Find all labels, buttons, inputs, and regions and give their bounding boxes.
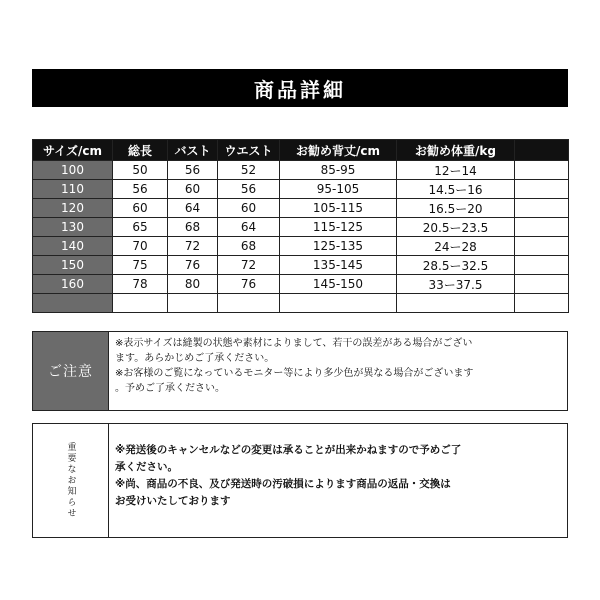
table-cell	[515, 180, 569, 199]
table-cell: 64	[168, 199, 218, 218]
table-cell: 64	[218, 218, 280, 237]
table-cell: 130	[33, 218, 113, 237]
table-cell: 60	[218, 199, 280, 218]
important-label-cell	[33, 424, 109, 537]
important-line: ※尚、商品の不良、及び発送時の汚破損によります商品の返品・交換は	[115, 478, 451, 490]
table-row	[33, 180, 569, 199]
table-cell	[515, 161, 569, 180]
table-cell: 28.5ー32.5	[397, 256, 515, 275]
size-table	[32, 139, 569, 313]
notice-box	[32, 331, 568, 411]
table-cell: 75	[113, 256, 168, 275]
notice-text	[109, 332, 567, 410]
notice-line: ※お客様のご覧になっているモニター等により多少色が異なる場合がございます	[115, 368, 474, 379]
table-cell	[280, 294, 397, 313]
notice-label: ご注意	[33, 332, 109, 410]
table-row	[33, 256, 569, 275]
table-cell: 78	[113, 275, 168, 294]
table-cell	[515, 294, 569, 313]
important-label: 重要なお知らせ	[65, 442, 76, 519]
table-row	[33, 161, 569, 180]
important-text	[109, 424, 567, 537]
table-cell: 65	[113, 218, 168, 237]
table-cell: 50	[113, 161, 168, 180]
table-row	[33, 218, 569, 237]
table-cell: 12ー14	[397, 161, 515, 180]
table-cell: 76	[168, 256, 218, 275]
table-row	[33, 294, 569, 313]
table-cell: 135-145	[280, 256, 397, 275]
table-cell: 56	[168, 161, 218, 180]
important-notice-box	[32, 423, 568, 538]
table-cell: 52	[218, 161, 280, 180]
table-cell: 160	[33, 275, 113, 294]
header-waist: ウエスト	[218, 140, 280, 161]
header-empty	[515, 140, 569, 161]
table-cell: 150	[33, 256, 113, 275]
table-cell: 145-150	[280, 275, 397, 294]
table-header-row	[33, 140, 569, 161]
table-cell	[218, 294, 280, 313]
table-cell	[515, 199, 569, 218]
table-cell: 16.5ー20	[397, 199, 515, 218]
header-length: 総長	[113, 140, 168, 161]
table-cell	[397, 294, 515, 313]
table-cell	[33, 294, 113, 313]
table-cell: 72	[168, 237, 218, 256]
page-title: 商品詳細	[32, 69, 568, 107]
table-cell	[515, 275, 569, 294]
table-cell	[113, 294, 168, 313]
table-cell: 105-115	[280, 199, 397, 218]
header-height: お勧め背丈/cm	[280, 140, 397, 161]
header-weight: お勧め体重/kg	[397, 140, 515, 161]
table-cell: 56	[113, 180, 168, 199]
table-cell: 115-125	[280, 218, 397, 237]
table-cell: 80	[168, 275, 218, 294]
table-cell	[515, 237, 569, 256]
notice-line: ※表示サイズは縫製の状態や素材によりまして、若干の誤差がある場合がござい	[115, 338, 473, 349]
table-cell: 120	[33, 199, 113, 218]
table-cell: 85-95	[280, 161, 397, 180]
important-line: お受けいたしております	[115, 495, 231, 507]
table-cell: 68	[218, 237, 280, 256]
header-bust: バスト	[168, 140, 218, 161]
table-row	[33, 199, 569, 218]
table-cell: 60	[168, 180, 218, 199]
table-cell: 70	[113, 237, 168, 256]
table-cell: 100	[33, 161, 113, 180]
table-cell: 140	[33, 237, 113, 256]
table-cell: 14.5ー16	[397, 180, 515, 199]
table-cell: 125-135	[280, 237, 397, 256]
important-line: 承ください。	[115, 461, 178, 473]
table-cell	[168, 294, 218, 313]
table-cell: 95-105	[280, 180, 397, 199]
important-line: ※発送後のキャンセルなどの変更は承ることが出来かねますので予めご了	[115, 444, 462, 456]
table-cell: 68	[168, 218, 218, 237]
table-cell: 76	[218, 275, 280, 294]
table-cell: 33ー37.5	[397, 275, 515, 294]
header-size: サイズ/cm	[33, 140, 113, 161]
table-cell: 24ー28	[397, 237, 515, 256]
table-cell: 56	[218, 180, 280, 199]
table-cell: 72	[218, 256, 280, 275]
table-cell: 20.5ー23.5	[397, 218, 515, 237]
table-cell	[515, 218, 569, 237]
table-row	[33, 237, 569, 256]
table-row	[33, 275, 569, 294]
table-cell: 110	[33, 180, 113, 199]
table-cell: 60	[113, 199, 168, 218]
notice-line: ます。あらかじめご了承ください。	[115, 353, 275, 364]
notice-line: 。予めご了承ください。	[115, 383, 225, 394]
table-cell	[515, 256, 569, 275]
